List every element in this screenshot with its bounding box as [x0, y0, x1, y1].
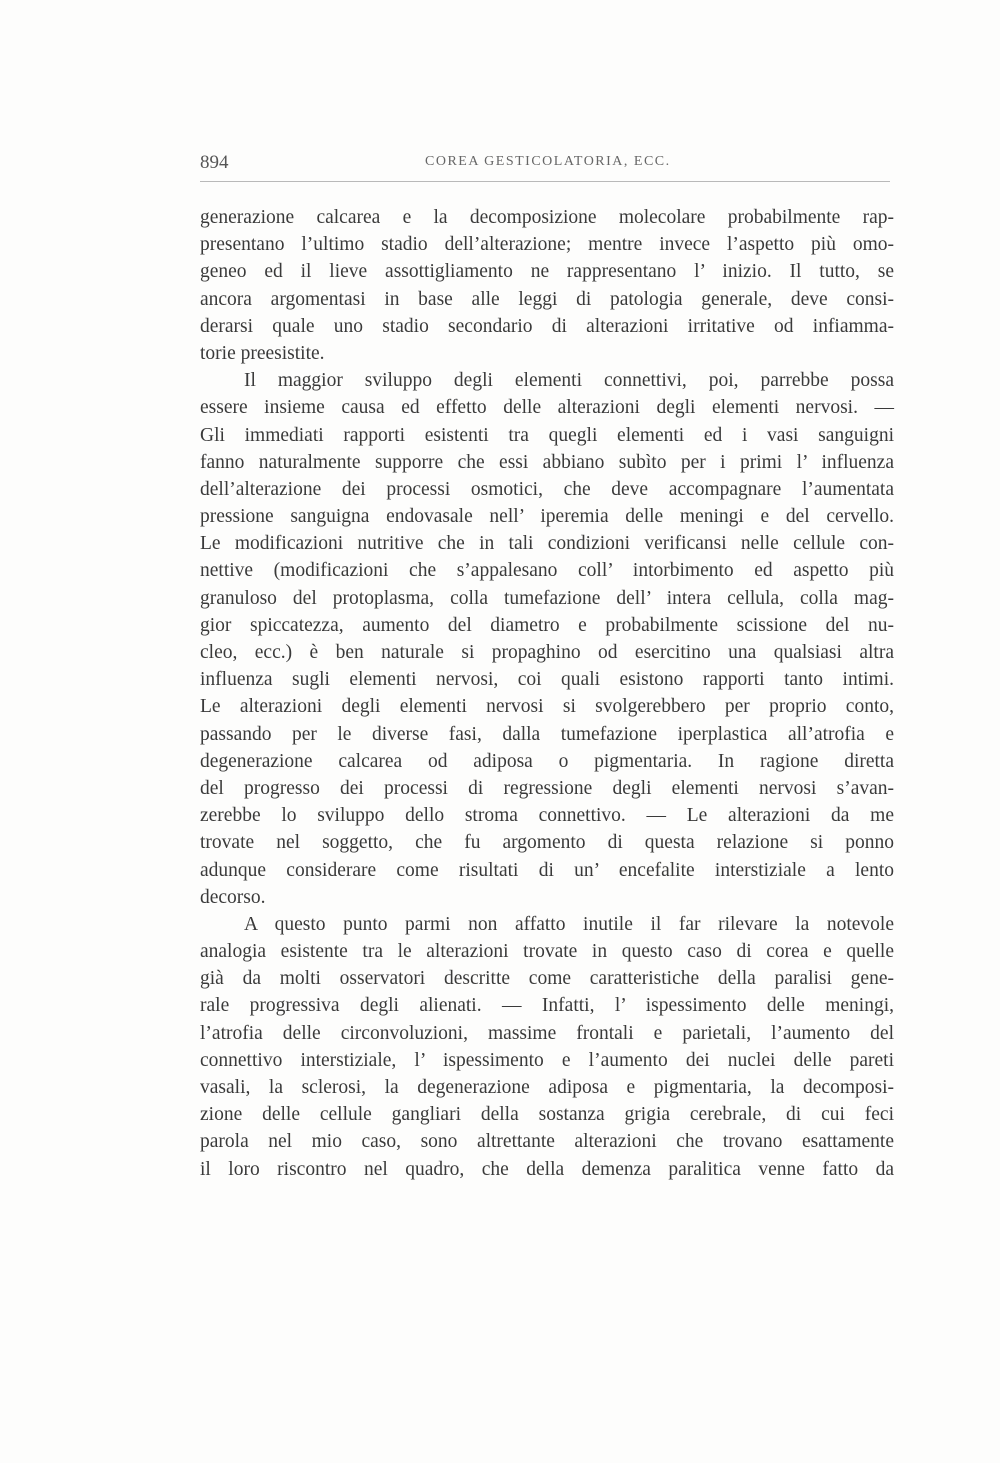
text-line: dell’alterazione dei processi osmotici, che deve accompagnare l’aumentata — [200, 478, 894, 500]
text-line: essere insieme causa ed effetto delle alterazioni degli elementi nervosi. — — [200, 397, 894, 419]
text-line: Il maggior sviluppo degli elementi connettivi, poi, parrebbe possa — [244, 370, 894, 392]
text-line: Gli immediati rapporti esistenti tra quegli elementi ed i vasi sanguigni — [200, 424, 894, 446]
text-line: decorso. — [200, 886, 266, 908]
text-line: parola nel mio caso, sono altrettante alterazioni che trovano esattamente — [200, 1131, 894, 1153]
text-line: analogia esistente tra le alterazioni trovate in questo caso di corea e quelle — [200, 941, 894, 963]
text-line: fanno naturalmente supporre che essi abbiano subìto per i primi l’ influenza — [200, 451, 894, 473]
text-line: geneo ed il lieve assottigliamento ne rappresentano l’ inizio. Il tutto, se — [200, 261, 894, 283]
text-line: presentano l’ultimo stadio dell’alterazione; mentre invece l’aspetto più omo- — [200, 234, 894, 256]
text-line: l’atrofia delle circonvoluzioni, massime frontali e parietali, l’aumento del — [200, 1022, 894, 1044]
body-text — [200, 204, 894, 1183]
text-line: influenza sugli elementi nervosi, coi quali esistono rapporti tanto intimi. — [200, 669, 894, 691]
header-rule — [200, 181, 890, 182]
text-line: Le modificazioni nutritive che in tali condizioni verificansi nelle cellule con- — [200, 533, 894, 555]
text-line: Le alterazioni degli elementi nervosi si svolgerebbero per proprio conto, — [200, 696, 894, 718]
running-header — [200, 152, 894, 180]
text-line: degenerazione calcarea od adiposa o pigmentaria. In ragione diretta — [200, 750, 894, 772]
text-line: trovate nel soggetto, che fu argomento di questa relazione si ponno — [200, 832, 894, 854]
text-line: passando per le diverse fasi, dalla tumefazione iperplastica all’atrofia e — [200, 723, 894, 745]
text-line: vasali, la sclerosi, la degenerazione adiposa e pigmentaria, la decomposi- — [200, 1077, 894, 1098]
text-line: torie preesistite. — [200, 342, 325, 364]
text-line: cleo, ecc.) è ben naturale si propaghino od esercitino una qualsiasi altra — [200, 642, 894, 663]
text-line: ancora argomentasi in base alle leggi di patologia generale, deve consi- — [200, 288, 894, 310]
text-line: del progresso dei processi di regressione degli elementi nervosi s’avan- — [200, 777, 894, 799]
text-line: pressione sanguigna endovasale nell’ iperemia delle meningi e del cervello. — [200, 506, 894, 528]
text-line: già da molti osservatori descritte come caratteristiche della paralisi gene- — [200, 968, 894, 990]
text-line: derarsi quale uno stadio secondario di alterazioni irritative od infiamma- — [200, 315, 894, 337]
text-line: adunque considerare come risultati di un’ encefalite interstiziale a lento — [200, 859, 894, 881]
text-line: A questo punto parmi non affatto inutile il far rilevare la notevole — [244, 913, 894, 935]
text-line: nettive (modificazioni che s’appalesano coll’ intorbimento ed aspetto più — [200, 560, 894, 582]
text-line: connettivo interstiziale, l’ ispessimento e l’aumento dei nuclei delle pareti — [200, 1049, 894, 1071]
text-line: generazione calcarea e la decomposizione molecolare probabilmente rap- — [200, 207, 894, 228]
text-line: rale progressiva degli alienati. — Infatti, l’ ispessimento delle meningi, — [200, 995, 894, 1017]
page-number: 894 — [200, 152, 229, 173]
text-line: il loro riscontro nel quadro, che della demenza paralitica venne fatto da — [200, 1158, 894, 1180]
text-line: gior spiccatezza, aumento del diametro e probabilmente scissione del nu- — [200, 614, 894, 636]
text-line: granuloso del protoplasma, colla tumefazione dell’ intera cellula, colla mag- — [200, 587, 894, 609]
text-line: zerebbe lo sviluppo dello stroma connettivo. — Le alterazioni da me — [200, 805, 894, 827]
running-title: COREA GESTICOLATORIA, ECC. — [425, 154, 671, 169]
text-line: zione delle cellule gangliari della sostanza grigia cerebrale, di cui feci — [200, 1104, 894, 1126]
